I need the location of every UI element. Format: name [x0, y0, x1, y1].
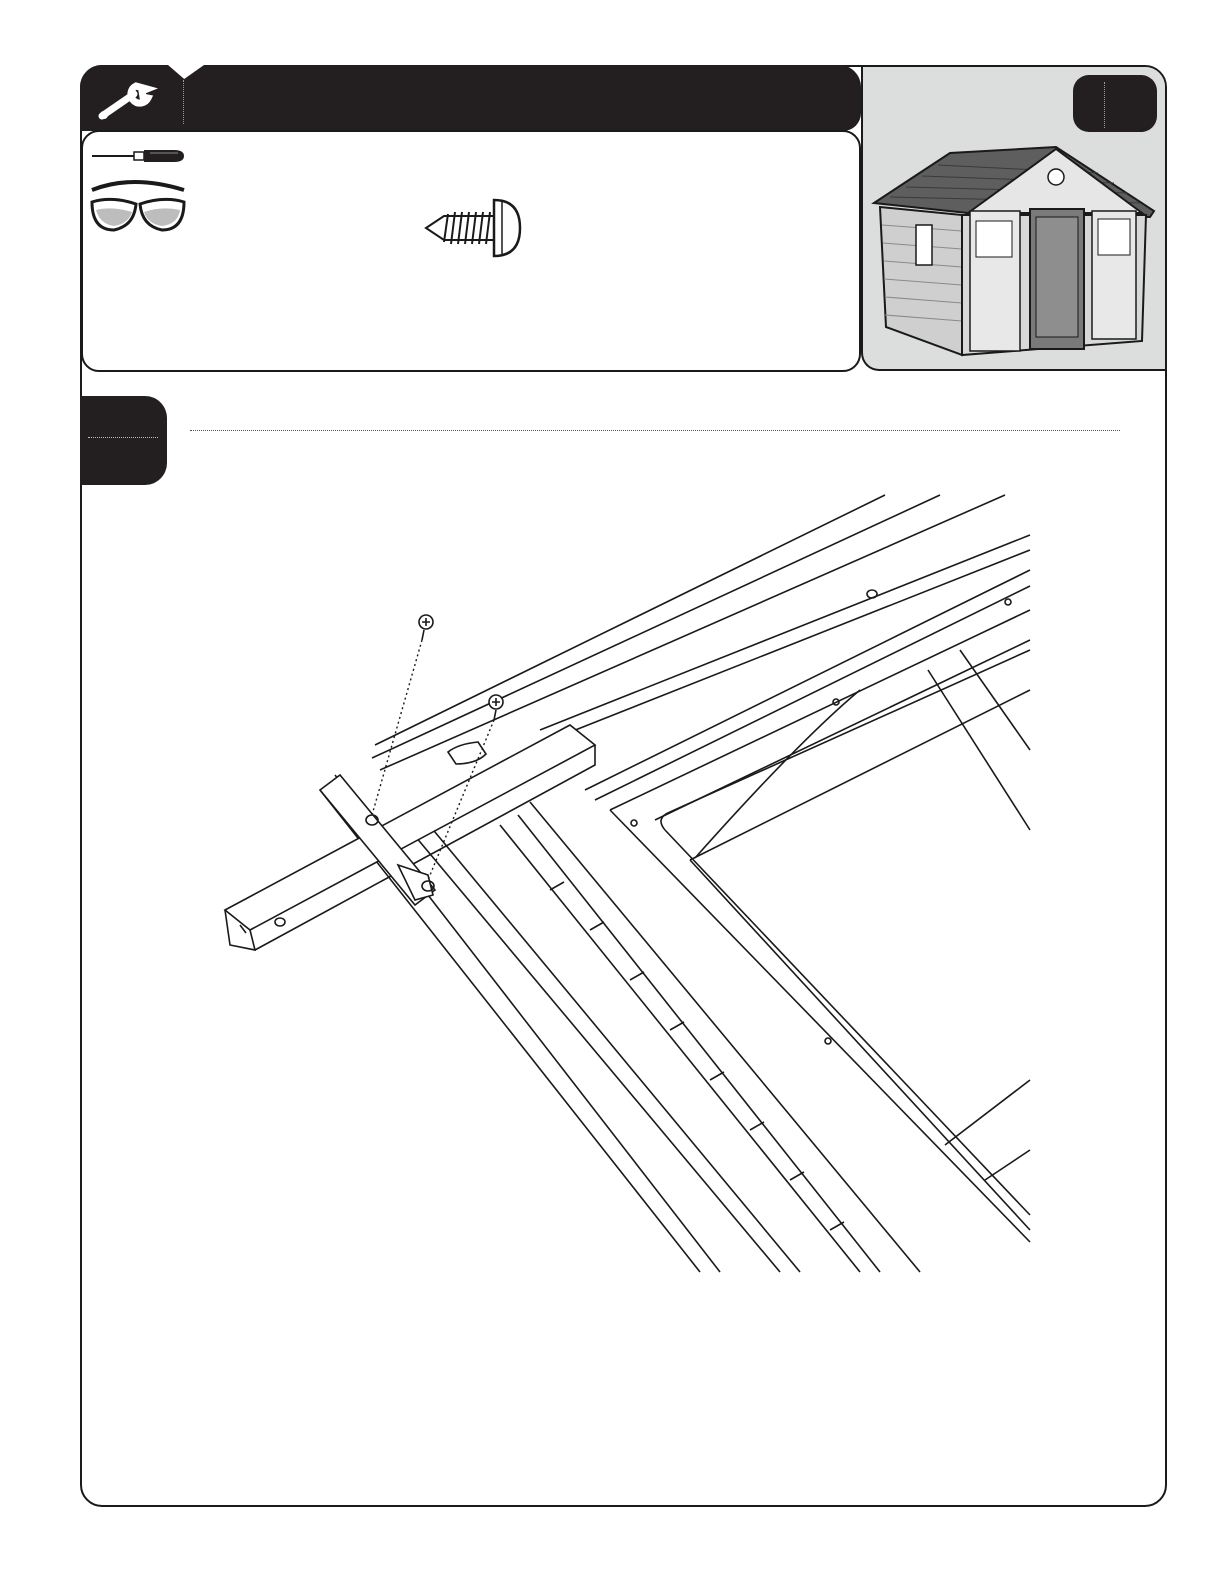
screwdriver-icon [90, 146, 186, 166]
wrench-icon [96, 80, 162, 122]
step-tab-divider [88, 437, 158, 438]
shed-illustration [870, 145, 1160, 360]
step-tab [80, 396, 167, 485]
step-title-rule [190, 430, 1120, 431]
safety-glasses-icon [88, 180, 188, 236]
page-badge-divider [1104, 82, 1105, 128]
page-badge [1073, 75, 1157, 132]
screw-icon [424, 194, 524, 256]
header-bar [80, 65, 861, 131]
header-divider [183, 80, 184, 124]
truss-beam-attachment-illustration [200, 490, 1040, 1280]
